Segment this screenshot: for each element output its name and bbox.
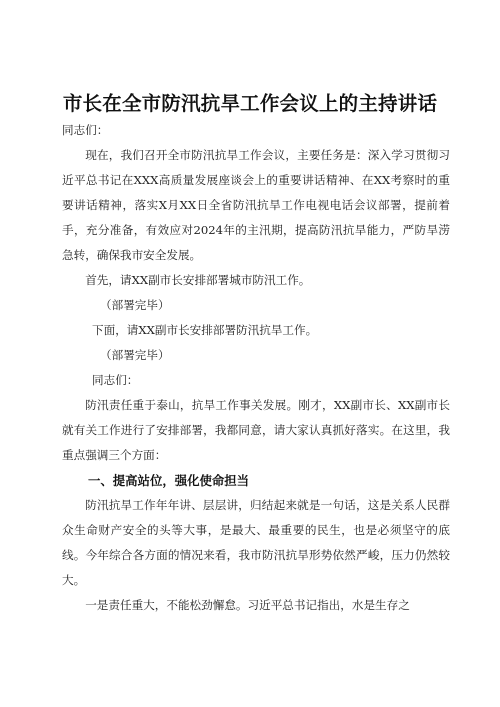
paragraph-2: 首先，请XX副市长安排部署城市防汛工作。: [85, 273, 311, 287]
paragraph-4: 防汛抗旱工作年年讲、层层讲，归结起来就是一句话，这是关系人民群众生命财产安全的头等大事，是最大、最重要的民生，也是必须坚守的底线。今年综合各方面的情况来看，我市防汛抗旱形势依然严峻，压力仍然较大。: [62, 498, 450, 587]
paragraph-5: 一是责任重大，不能松劲懈怠。习近平总书记指出，水是生存之: [85, 598, 410, 612]
salutation-2: 同志们：: [92, 373, 139, 387]
paragraph-next: 下面，请XX副市长安排部署防汛抗旱工作。: [92, 323, 318, 337]
section-heading-1: 一、提高站位，强化使命担当: [88, 473, 250, 488]
note-deployment-done-2: （部署完毕）: [100, 348, 170, 362]
paragraph-1: 现在，我们召开全市防汛抗旱工作会议，主要任务是：深入学习贯彻习近平总书记在XXX高质量发展座谈会上的重要讲话精神、在XX考察时的重要讲话精神，落实X月XX日全省防汛抗旱工作电视电话会议部署，提前着手，充分准备，有效应对2024年的主汛期，提高防汛抗旱能力，严防旱涝急转，确保我市安全发展。: [62, 148, 450, 262]
document-title: 市长在全市防汛抗旱工作会议上的主持讲话: [62, 92, 438, 115]
document-body: [62, 118, 450, 618]
note-deployment-done: （部署完毕）: [100, 298, 170, 312]
paragraph-3: 防汛责任重于泰山，抗旱工作事关发展。刚才，XX副市长、XX副市长就有关工作进行了安排部署，我都同意，请大家认真抓好落实。在这里，我重点强调三个方面：: [62, 398, 450, 462]
salutation: 同志们：: [62, 123, 109, 137]
